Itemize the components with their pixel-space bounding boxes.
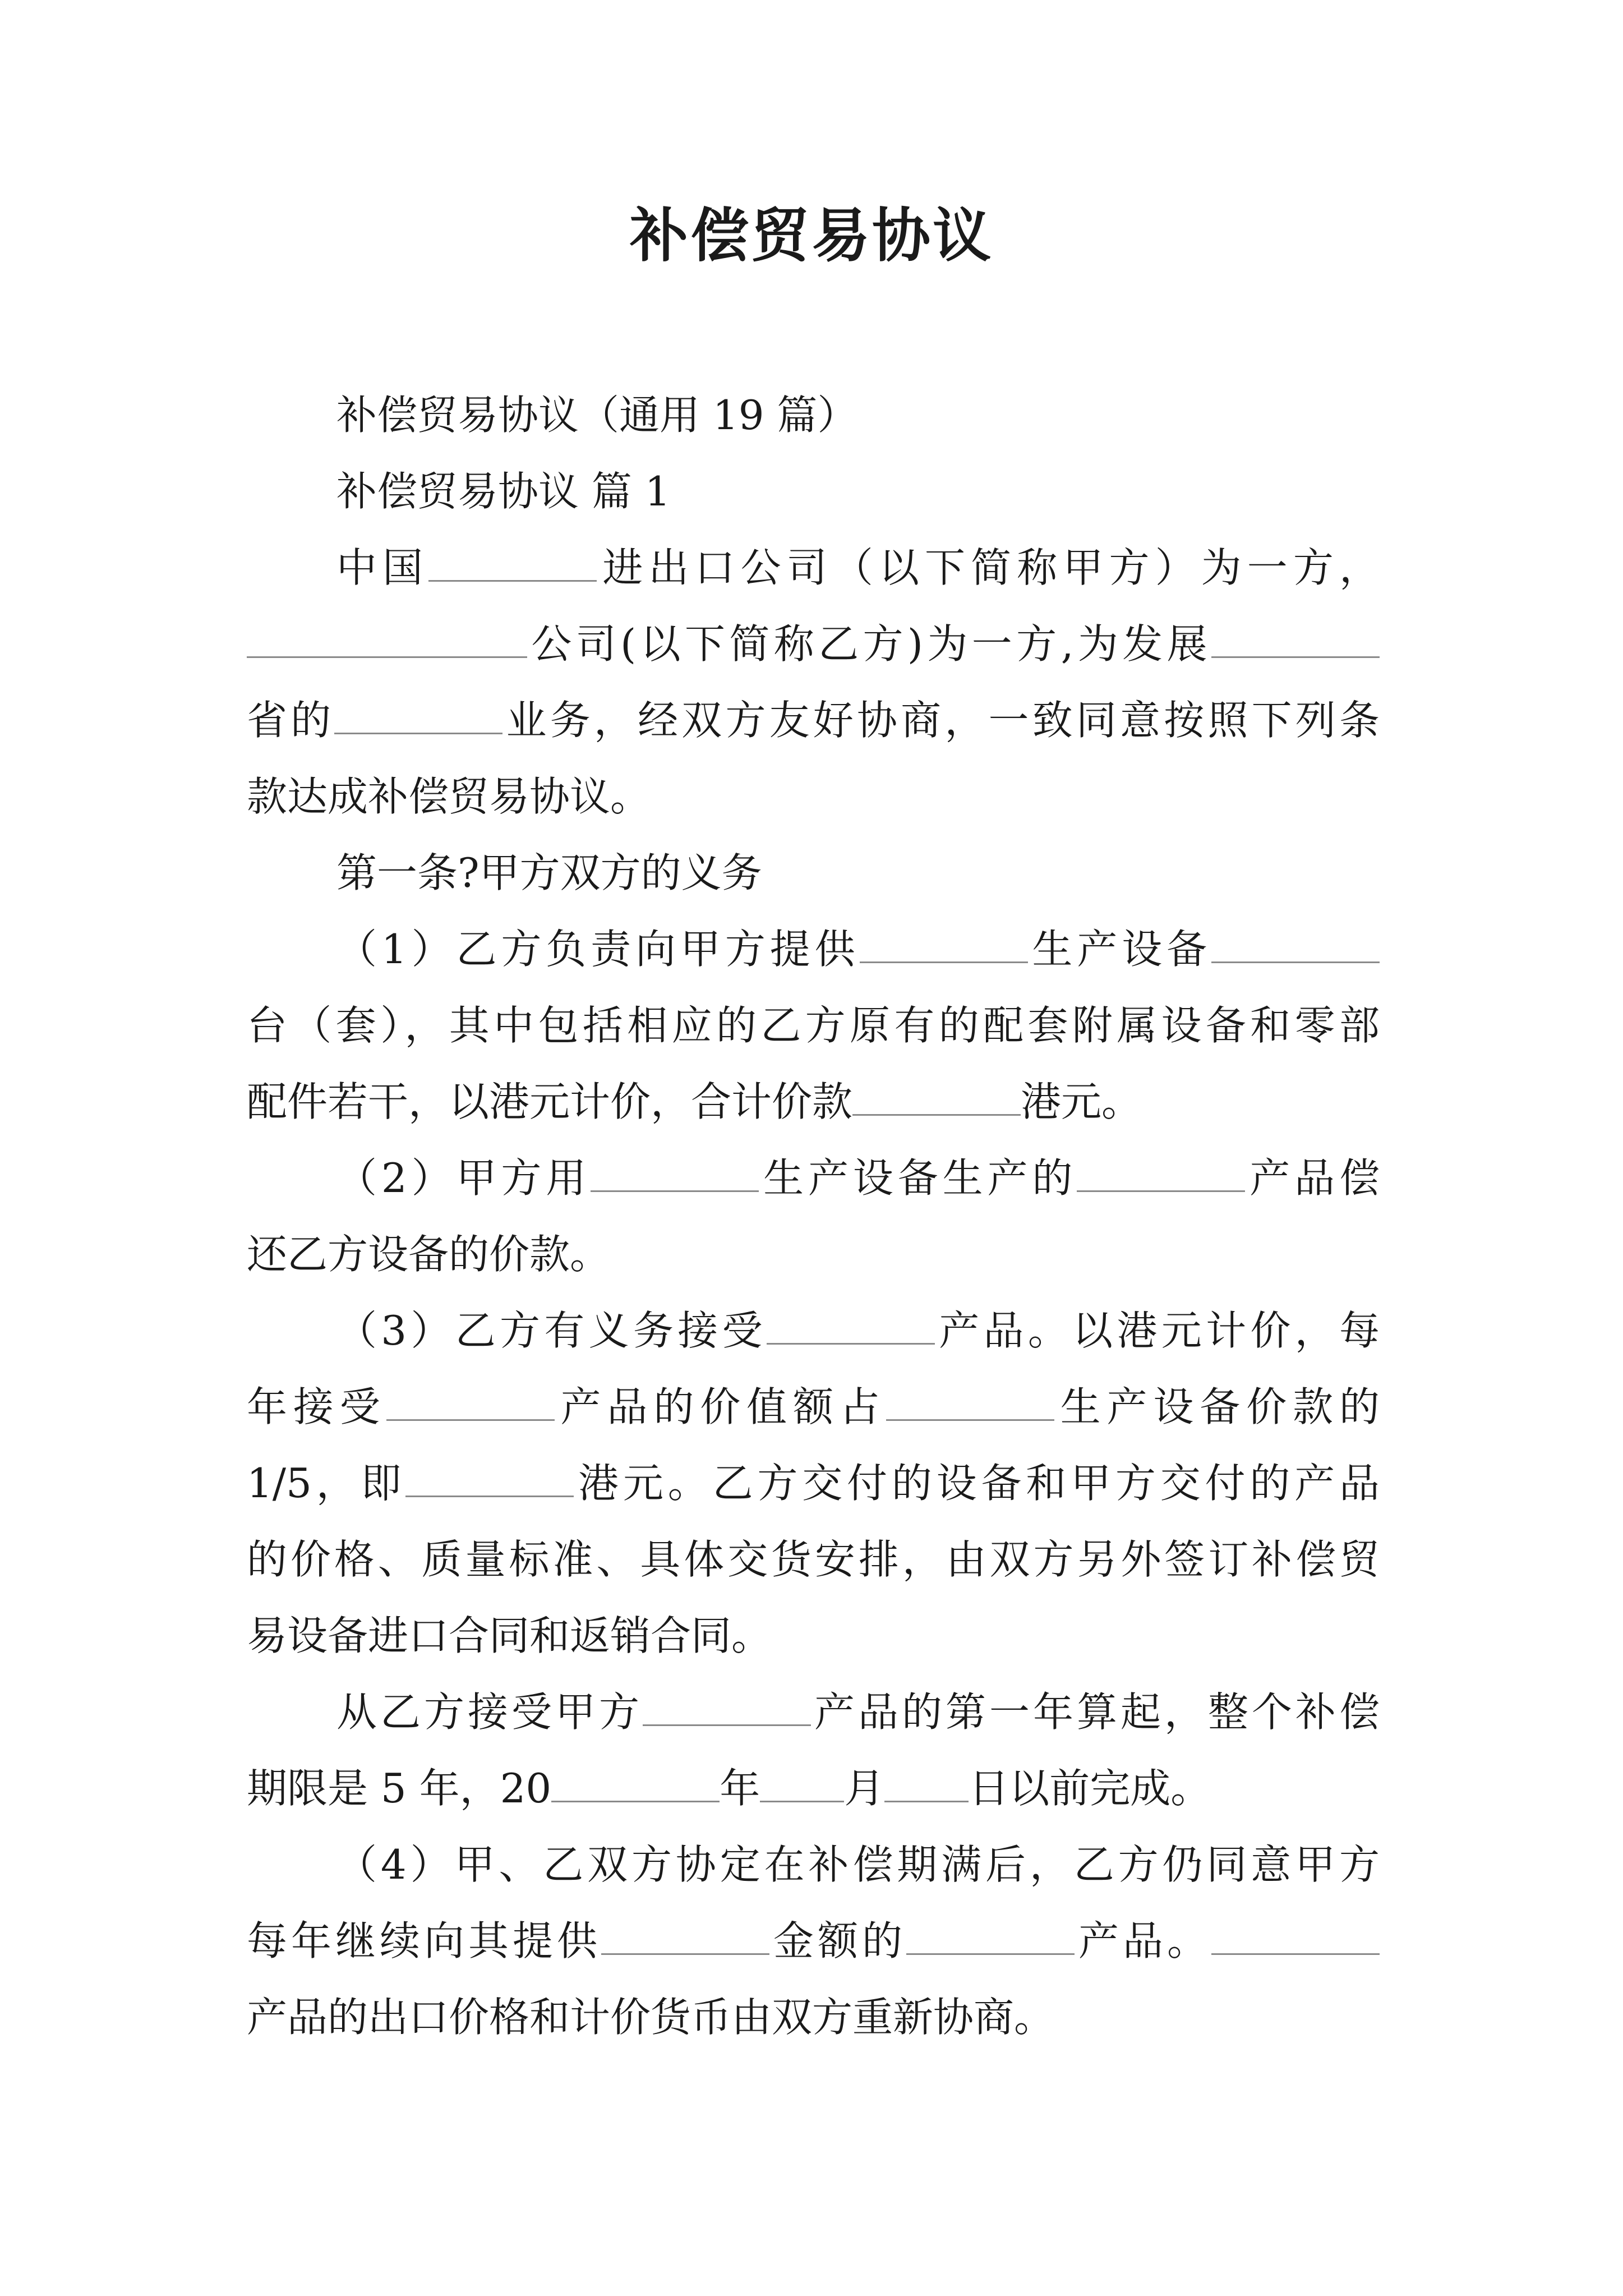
- paragraph-line: [247, 682, 1380, 758]
- text: 中国: [336, 544, 429, 591]
- text: 金额的: [769, 1917, 906, 1964]
- text: 产品的出口价格和计价货币由双方重新协商。: [247, 1994, 1055, 2041]
- text: 从乙方接受甲方: [336, 1688, 643, 1736]
- paragraph-line: [247, 1750, 1380, 1826]
- paragraph-line: [247, 911, 1380, 987]
- fill-in-blank: [1211, 922, 1380, 963]
- fill-in-blank: [767, 1304, 935, 1345]
- text: 1/5，即: [247, 1460, 406, 1507]
- fill-in-blank: [884, 1761, 969, 1802]
- fill-in-blank: [886, 1380, 1054, 1421]
- fill-in-blank: [428, 541, 597, 582]
- text: 年接受: [247, 1383, 386, 1430]
- paragraph-line: [247, 1216, 1380, 1292]
- paragraph-line: [247, 758, 1380, 835]
- paragraph-line: [247, 1445, 1380, 1521]
- fill-in-blank: [852, 1075, 1021, 1116]
- text: 产品的第一年算起，整个补偿: [811, 1688, 1380, 1736]
- text: 还乙方设备的价款。: [247, 1231, 611, 1278]
- fill-in-blank: [1211, 617, 1380, 658]
- text: 公司(以下简称乙方)为一方,为发展: [527, 620, 1211, 668]
- fill-in-blank: [386, 1380, 555, 1421]
- text: （4）甲、乙双方协定在补偿期满后，乙方仍同意甲方: [336, 1841, 1380, 1888]
- paragraph-line: [247, 1903, 1380, 1979]
- text: 产品。: [1074, 1917, 1211, 1964]
- text: 期限是 5 年，20: [247, 1765, 552, 1812]
- paragraph-line: [247, 987, 1380, 1064]
- text: 日以前完成。: [969, 1765, 1211, 1812]
- document-title: 补偿贸易协议: [629, 201, 993, 270]
- fill-in-blank: [551, 1761, 720, 1802]
- fill-in-blank: [334, 693, 502, 734]
- fill-in-blank: [247, 617, 527, 658]
- text: 补偿贸易协议 篇 1: [336, 468, 671, 515]
- fill-in-blank: [1211, 1914, 1380, 1955]
- paragraph-line: [247, 1979, 1380, 2055]
- text: 生产设备价款的: [1054, 1383, 1380, 1430]
- fill-in-blank: [601, 1914, 769, 1955]
- document-body: [247, 377, 1380, 2055]
- fill-in-blank: [591, 1151, 759, 1192]
- text: 产品。以港元计价，每: [934, 1307, 1380, 1354]
- fill-in-blank: [1077, 1151, 1245, 1192]
- text: 业务，经双方友好协商，一致同意按照下列条: [502, 697, 1380, 744]
- fill-in-blank: [643, 1685, 811, 1726]
- paragraph-line: [247, 1292, 1380, 1369]
- text: （2）甲方用: [336, 1154, 591, 1202]
- text: 每年继续向其提供: [247, 1917, 601, 1964]
- section-heading: [247, 835, 1380, 911]
- text: 省的: [247, 697, 335, 744]
- text: 的价格、质量标准、具体交货安排，由双方另外签订补偿贸: [247, 1536, 1380, 1583]
- text: （3）乙方有义务接受: [336, 1307, 767, 1354]
- text: 生产设备: [1027, 926, 1211, 973]
- fill-in-blank: [906, 1914, 1075, 1955]
- paragraph-line: [247, 1826, 1380, 1903]
- fill-in-blank: [760, 1761, 844, 1802]
- text: 港元。: [1021, 1078, 1142, 1125]
- text: 易设备进口合同和返销合同。: [247, 1612, 772, 1659]
- text: 款达成补偿贸易协议。: [247, 773, 651, 820]
- paragraph-line: [247, 1064, 1380, 1140]
- text: 第一条?甲方双方的义务: [336, 849, 762, 896]
- paragraph-line: [247, 1674, 1380, 1750]
- text: 生产设备生产的: [759, 1154, 1077, 1202]
- paragraph-line: [247, 530, 1380, 606]
- text: 产品的价值额占: [554, 1383, 886, 1430]
- fill-in-blank: [405, 1456, 574, 1497]
- paragraph-line: [247, 1369, 1380, 1445]
- text: 港元。乙方交付的设备和甲方交付的产品: [574, 1460, 1380, 1507]
- text: 补偿贸易协议（通用 19 篇）: [336, 392, 858, 439]
- paragraph-line: [247, 1521, 1380, 1598]
- paragraph-line: [247, 1598, 1380, 1674]
- paragraph-line: [247, 1140, 1380, 1216]
- text: （1）乙方负责向甲方提供: [336, 926, 860, 973]
- fill-in-blank: [860, 922, 1028, 963]
- text: 月: [844, 1765, 885, 1812]
- paragraph-line: [247, 453, 1380, 530]
- paragraph-line: [247, 606, 1380, 682]
- text: 产品偿: [1245, 1154, 1380, 1202]
- text: 年: [720, 1765, 760, 1812]
- text: 配件若干，以港元计价，合计价款: [247, 1078, 853, 1125]
- paragraph-line: [247, 377, 1380, 453]
- text: 进出口公司（以下简称甲方）为一方，: [597, 544, 1380, 591]
- text: 台（套），其中包括相应的乙方原有的配套附属设备和零部: [247, 1002, 1380, 1049]
